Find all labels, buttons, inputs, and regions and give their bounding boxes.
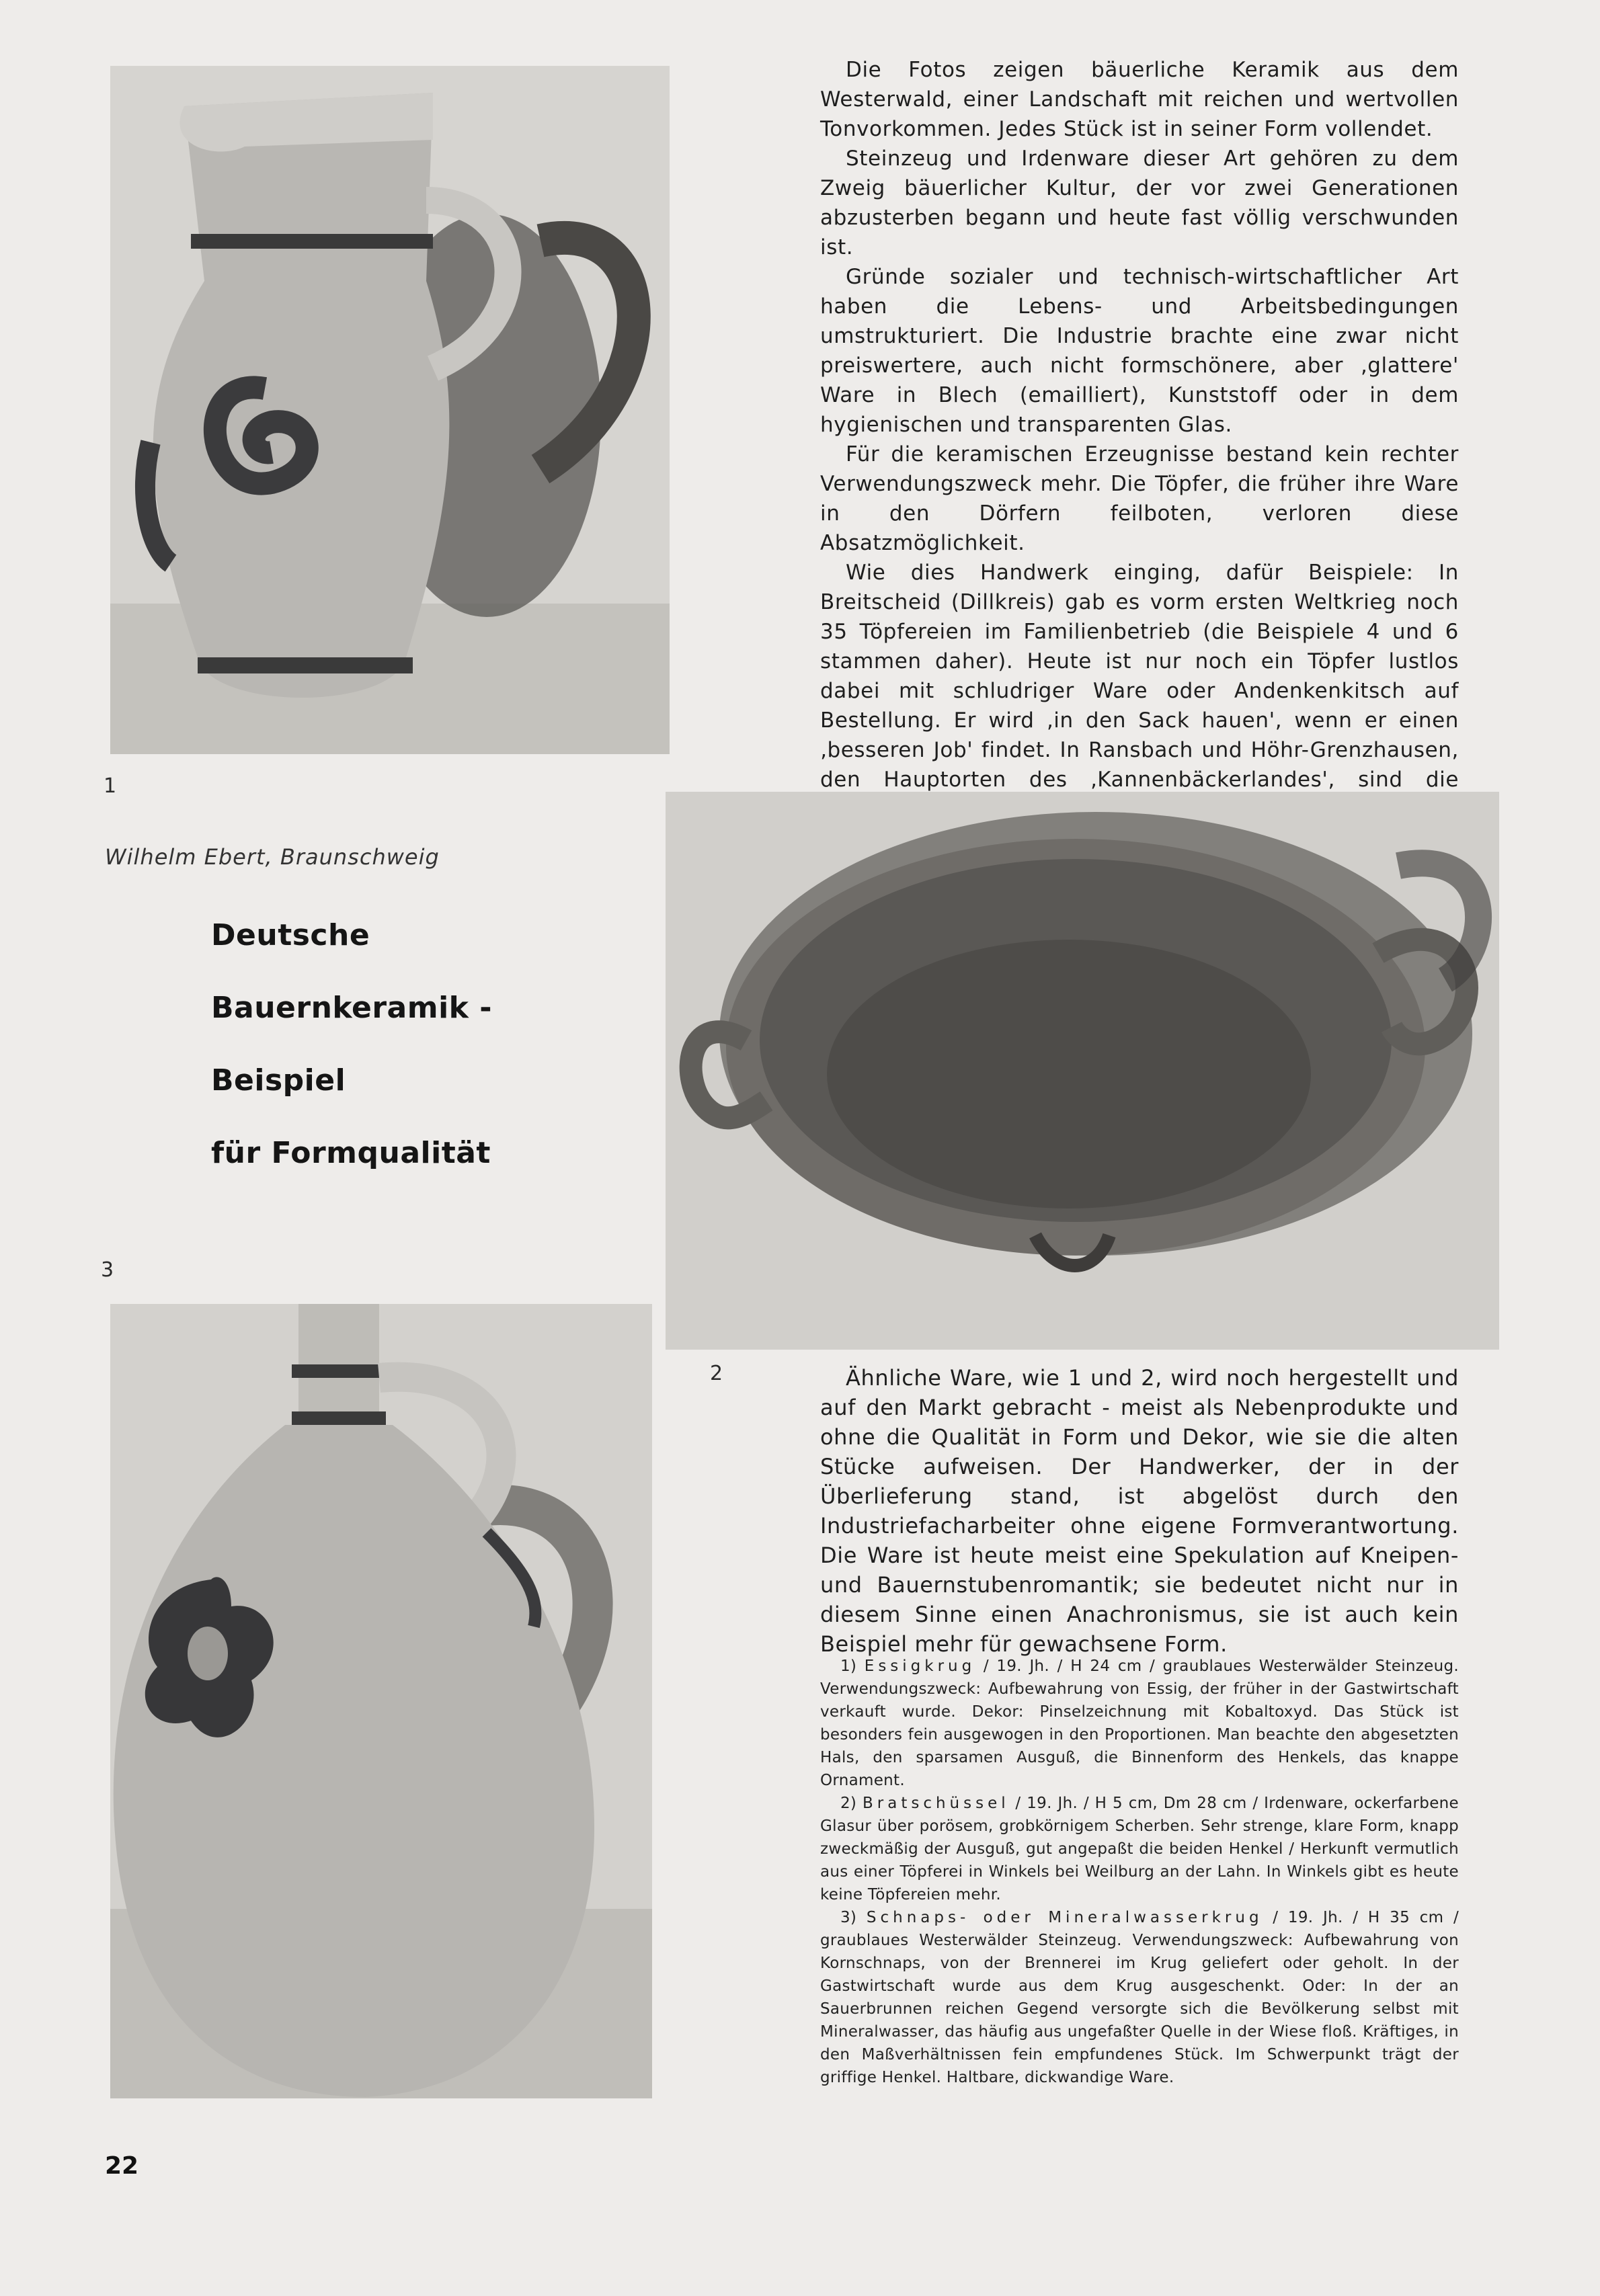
title-line-1: Deutsche (211, 918, 370, 952)
intro-paragraph-2: Steinzeug und Irdenware dieser Art gehören zu dem Zweig bäuerlicher Kultur, der vor zwei Generationen abzusterben begann und heute fast völlig verschwunden ist. (820, 147, 1459, 259)
author-line: Wilhelm Ebert, Braunschweig (105, 844, 440, 870)
bowl-illustration (666, 792, 1499, 1350)
intro-text (820, 55, 1459, 883)
intro-paragraph-4: Für die keramischen Erzeugnisse bestand kein rechter Verwendungszweck mehr. Die Töpfer, die früher ihre Ware in den Dörfern feilboten, verloren diese Absatzmöglichkeit. (820, 442, 1459, 555)
page-number: 22 (105, 2152, 139, 2180)
note-3-prefix: 3) (840, 1909, 857, 1926)
second-paragraph: Ähnliche Ware, wie 1 und 2, wird noch hergestellt und auf den Markt gebracht - meist als Nebenprodukte und ohne die Qualität in Form und Dekor, wie sie die alten Stücke aufweisen. Der Handwerker, der in der Überlieferung stand, ist abgelöst durch den Industriefacharbeiter ohne eigene Formverantwortung. Die Ware ist heute meist eine Spekulation auf Kneipen- und Bauernstubenromantik; sie bedeutet nicht nur in diesem Sinne einen Anachronismus, sie ist auch kein Beispiel mehr für gewachsene Form. (820, 1365, 1459, 1657)
intro-paragraph-1: Die Fotos zeigen bäuerliche Keramik aus dem Westerwald, einer Landschaft mit reichen und wertvollen Tonvorkommen. Jedes Stück ist in seiner Form vollendet. (820, 58, 1459, 141)
note-3 (820, 1906, 1459, 2089)
note-1-text: / 19. Jh. / H 24 cm / graublaues Westerwälder Steinzeug. Verwendungszweck: Aufbewahrung von Essig, der früher in der Gastwirtschaft verkauft wurde. Dekor: Pinselzeichnung mit Kobaltoxyd. Das Stück ist besonders fein ausgewogen in den Proportionen. Man beachte den abgesetzten Hals, den sparsamen Ausguß, die Binnenform des Henkels, das knappe Ornament. (820, 1657, 1459, 1789)
note-2-name: Bratschüssel (863, 1795, 1010, 1812)
title-line-2: Bauernkeramik - (211, 991, 493, 1025)
intro-paragraph-3: Gründe sozialer und technisch-wirtschaftlicher Art haben die Lebens- und Arbeitsbedingungen umstrukturiert. Die Industrie brachte eine zwar nicht preiswertere, auch nicht formschönere, aber ‚glattere' Ware in Blech (emailliert), Kunststoff oder in dem hygienischen und transparenten Glas. (820, 265, 1459, 437)
note-1-prefix: 1) (840, 1657, 857, 1675)
note-2 (820, 1792, 1459, 1906)
note-3-name: Schnaps- oder Mineralwasserkrug (866, 1909, 1263, 1926)
note-1-name: Essigkrug (864, 1657, 976, 1675)
photo-2-number: 2 (710, 1362, 723, 1385)
intro-paragraph-5: Wie dies Handwerk einging, dafür Beispiele: In Breitscheid (Dillkreis) gab es vorm ersten Weltkrieg noch 35 Töpfereien im Familienbetrieb (die Beispiele 4 und 6 stammen daher). Heute ist nur noch ein Töpfer lustlos dabei mit schludriger Ware oder Andenkenkitsch auf Bestellung. Er wird ‚in den Sack hauen', wenn er einen ‚besseren Job' findet. In Ransbach und Höhr-Grenzhausen, den Hauptorten des ‚Kannenbäckerlandes', sind die (820, 561, 1459, 792)
jug-illustration (110, 66, 670, 754)
second-text (820, 1363, 1459, 1659)
photo-bratschuessel (666, 792, 1499, 1350)
note-1 (820, 1655, 1459, 1792)
photo-1-number: 1 (104, 774, 117, 798)
note-2-text: / 19. Jh. / H 5 cm, Dm 28 cm / Irdenware, ockerfarbene Glasur über porösem, grobkörnigem Scherben. Sehr strenge, klare Form, knapp zweckmäßig der Ausguß, gut angepaßt die beiden Henkel / Herkunft vermutlich aus einer Töpferei in Winkels bei Weilburg an der Lahn. In Winkels gibt es heute keine Töpfereien mehr. (820, 1795, 1459, 1903)
title-line-3: Beispiel (211, 1063, 346, 1098)
photo-essigkrug (110, 66, 670, 754)
note-3-text: / 19. Jh. / H 35 cm / graublaues Westerwälder Steinzeug. Verwendungszweck: Aufbewahrung von Kornschnaps, von der Brennerei im Krug geliefert oder geholt. In der Gastwirtschaft wurde aus dem Krug ausgeschenkt. Oder: In der an Sauerbrunnen reichen Gegend versorgte sich die Bevölkerung selbst mit Mineralwasser, das häufig aus ungefaßter Quelle in der Wiese floß. Kräftiges, in den Maßverhältnissen fein empfundenes Stück. Im Schwerpunkt trägt der griffige Henkel. Haltbare, dickwandige Ware. (820, 1909, 1459, 2086)
note-2-prefix: 2) (840, 1795, 857, 1812)
photo-3-number: 3 (101, 1258, 114, 1282)
bottle-jug-illustration (110, 1304, 652, 2098)
photo-schnapskrug (110, 1304, 652, 2098)
title-line-4: für Formqualität (211, 1136, 491, 1170)
photo-notes (820, 1655, 1459, 2089)
